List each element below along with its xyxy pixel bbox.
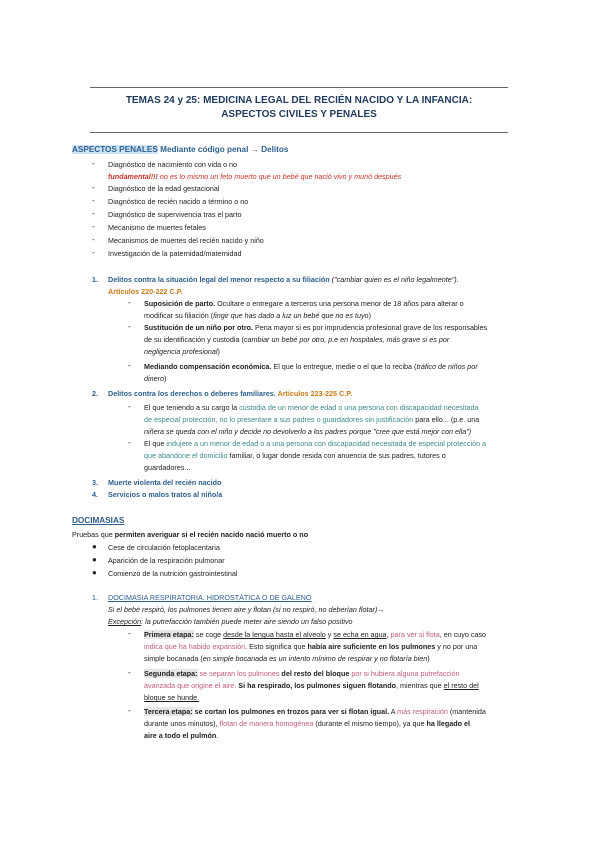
list-item: Aparición de la respiración pulmonar xyxy=(108,556,225,565)
penales-heading-highlight: ASPECTOS PENALES xyxy=(72,145,158,154)
induccion-line-3: guardadores... xyxy=(144,463,191,472)
dash-bullet: - xyxy=(92,183,95,192)
list-item: Diagnóstico de recién nacido a término o no xyxy=(108,197,249,206)
dot-bullet: ● xyxy=(92,568,97,577)
number-label: 2. xyxy=(92,389,98,398)
list-item: Diagnóstico de nacimiento con vida o no xyxy=(108,160,238,169)
sustitucion-line-2: de su identificación y custodia (cambiar un bebé por otro, p.e en hospitales, más grave si es por xyxy=(144,335,450,344)
dash-bullet: - xyxy=(128,629,131,638)
list-item: Diagnóstico de supervivencia tras el parto xyxy=(108,210,242,219)
delito-1-articles: Artículos 220-222 C.P. xyxy=(108,287,183,296)
dash-bullet: - xyxy=(128,298,131,307)
etapa-1-line-2: indica que ha habido expansión. Esto significa que había aire suficiente en los pulmones y no por una xyxy=(144,642,478,651)
custodia-line-3: niñera se queda con el niño y decide no devolverlo a los padres porque "cree que está mejor con ella") xyxy=(144,427,472,436)
fundamental-note: fundamental!!! no es lo mismo un feto muerto que un bebé que nació vivo y murió después xyxy=(108,172,402,181)
docimasia-1-exception: Excepción: la putrefacción también puede meter aire siendo un falso positivo xyxy=(108,617,353,626)
delito-1-title: Delitos contra la situación legal del menor respecto a su filiación ("cambiar quien es el niño legalmente"). xyxy=(108,275,459,284)
docimasias-heading: DOCIMASIAS xyxy=(72,516,125,525)
list-item: Diagnóstico de la edad gestacional xyxy=(108,184,220,193)
dot-bullet: ● xyxy=(92,555,97,564)
number-label: 1. xyxy=(92,593,98,602)
compensacion-line-2: dinero) xyxy=(144,374,167,383)
number-label: 4. xyxy=(92,490,98,499)
etapa-3-line-2: durante unos minutos), flotan de manera homogénea (durante el mismo tiempo), ya que ha llegado el xyxy=(144,719,471,728)
sustitucion-line-3: negligencia profesional) xyxy=(144,347,220,356)
dash-bullet: - xyxy=(128,402,131,411)
list-item: Mecanismo de muertes fetales xyxy=(108,223,206,232)
dash-bullet: - xyxy=(128,706,131,715)
induccion-line-1: El que indujere a un menor de edad o a una persona con discapacidad necesitada de especial protección a xyxy=(144,439,487,448)
etapa-3-line-3: aire a todo el pulmón. xyxy=(144,731,219,740)
dash-bullet: - xyxy=(92,159,95,168)
suposicion-line-1: Suposición de parto. Ocultare o entregare a terceros una persona menor de 18 años para alterar o xyxy=(144,299,464,308)
delito-4-title: Servicios o malos tratos al niño/a xyxy=(108,490,223,499)
etapa-1-line-3: simple bocanada (en simple bocanada es un intento mínimo de respirar y no flotaría bien) xyxy=(144,654,430,663)
number-label: 3. xyxy=(92,478,98,487)
docimasia-1-line-1: Si el bebé respiró, los pulmones tienen aire y flotan (si no respiró, no deberían flotar)→ xyxy=(108,605,385,614)
dash-bullet: - xyxy=(128,438,131,447)
docimasia-1-title: DOCIMASIA RESPIRATORIA. HIDROSTÁTICA O DE GALENO xyxy=(108,593,312,602)
title-line-2: ASPECTOS CIVILES Y PENALES xyxy=(221,109,377,120)
dot-bullet: ● xyxy=(92,542,97,551)
penales-heading-rest: Mediante código penal → Delitos xyxy=(160,145,289,154)
dash-bullet: - xyxy=(92,235,95,244)
list-item: Mecanismos de muertes del recién nacido y niño xyxy=(108,236,264,245)
dash-bullet: - xyxy=(92,196,95,205)
induccion-line-2: que abandone el domicilio familiar, o lugar donde resida con anuencia de sus padres, tutores o xyxy=(144,451,446,460)
etapa-2-line-1: Segunda etapa: se separan los pulmones del resto del bloque por si hubiera alguna putrefacción xyxy=(144,669,460,678)
etapa-2-line-3: bloque se hunde. xyxy=(144,693,200,702)
penales-heading xyxy=(72,145,288,154)
compensacion-line-1: Mediando compensación económica. El que lo entregue, medie o el que lo reciba (tráfico de niños por xyxy=(144,362,478,371)
etapa-3-line-1: Tercera etapa: se cortan los pulmones en trozos para ver si flotan igual. A más respiración (mantenida xyxy=(144,707,486,716)
delito-2-title: Delitos contra los derechos o deberes familiares. Artículos 223-225 C.P. xyxy=(108,389,353,398)
dash-bullet: - xyxy=(128,322,131,331)
custodia-line-2: de especial protección, no lo presentare a sus padres o guardadores sin justificación para ello... (p.e. una xyxy=(144,415,480,424)
list-item: Comienzo de la nutrición gastrointestinal xyxy=(108,569,238,578)
docimasias-intro: Pruebas que permiten averiguar si el recién nacido nació muerto o no xyxy=(72,530,309,539)
etapa-2-line-2: avanzada que origine el aire. Si ha respirado, los pulmones siguen flotando, mientras que el resto del xyxy=(144,681,479,690)
suposicion-line-2: modificar su filiación (fingir que has dado a luz un bebé que no es tuyo) xyxy=(144,311,371,320)
dash-bullet: - xyxy=(128,668,131,677)
list-item: Cese de circulación fetoplacentaria xyxy=(108,543,220,552)
dash-bullet: - xyxy=(92,248,95,257)
number-label: 1. xyxy=(92,275,98,284)
dash-bullet: - xyxy=(92,222,95,231)
title-line-1: TEMAS 24 y 25: MEDICINA LEGAL DEL RECIÉN NACIDO Y LA INFANCIA: xyxy=(125,95,473,106)
delito-3-title: Muerte violenta del recién nacido xyxy=(108,478,222,487)
custodia-line-1: El que teniendo a su cargo la custodia de un menor de edad o una persona con discapacidad necesitada xyxy=(144,403,479,412)
title-box xyxy=(90,87,508,133)
dash-bullet: - xyxy=(128,361,131,370)
sustitucion-line-1: Sustitución de un niño por otro. Pena mayor si es por imprudencia profesional grave de los responsables xyxy=(144,323,488,332)
dash-bullet: - xyxy=(92,209,95,218)
etapa-1-line-1: Primera etapa: se coge desde la lengua hasta el alveolo y se echa en agua, para ver si flota, en cuyo caso xyxy=(144,630,487,639)
list-item: Investigación de la paternidad/maternidad xyxy=(108,249,242,258)
